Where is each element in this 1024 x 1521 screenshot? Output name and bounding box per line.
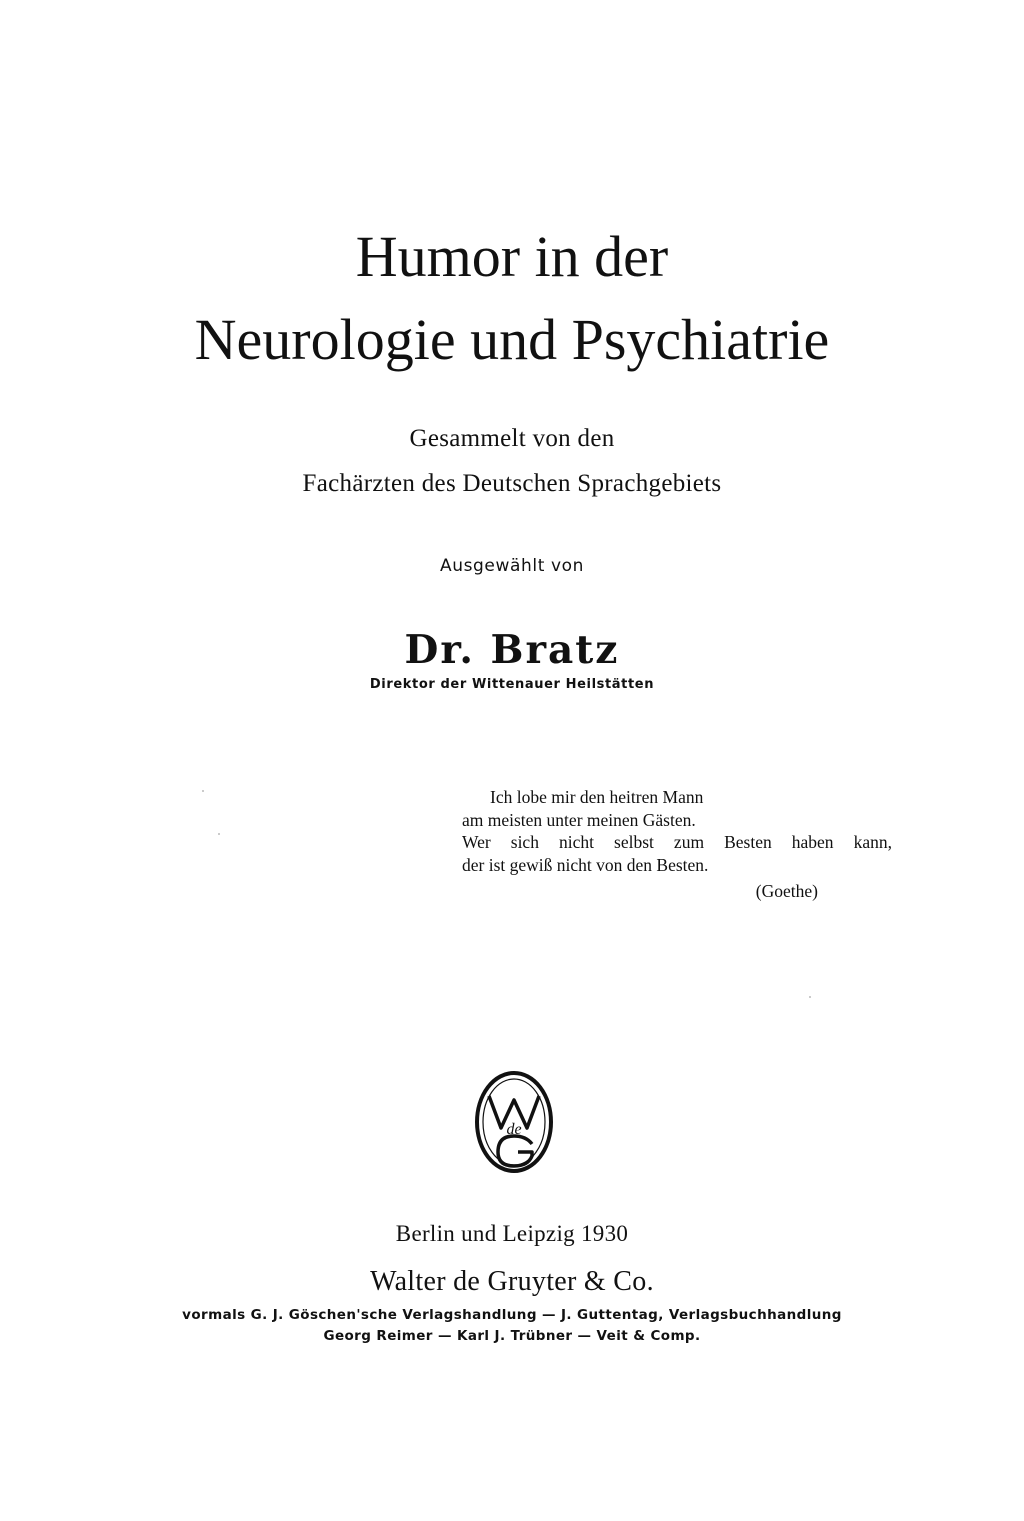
paper-speck <box>809 996 811 998</box>
publisher-name: Walter de Gruyter & Co. <box>370 1266 654 1297</box>
epigraph-line: Ich lobe mir den heitren Mann <box>490 787 704 807</box>
publisher-history-line-1: vormals G. J. Göschen'sche Verlagshandlung — J. Guttentag, Verlagsbuchhandlung <box>182 1307 842 1323</box>
selected-by-label: Ausgewählt von <box>439 556 585 576</box>
paper-speck <box>202 790 204 792</box>
paper-speck <box>218 833 220 835</box>
epigraph-line: der ist gewiß nicht von den Besten. <box>462 854 709 875</box>
author-name: Dr. Bratz <box>404 627 620 673</box>
publisher-history-line-2: Georg Reimer — Karl J. Trübner — Veit & Comp. <box>323 1328 701 1344</box>
place-and-year: Berlin und Leipzig 1930 <box>395 1221 629 1246</box>
publisher-monogram-icon <box>474 1070 554 1174</box>
book-title-line-1: Humor in der <box>355 224 669 289</box>
epigraph-line: Wer sich nicht selbst zum Besten haben kann, <box>462 832 892 852</box>
author-role: Direktor der Wittenauer Heilstätten <box>369 677 655 692</box>
epigraph-line: am meisten unter meinen Gästen. <box>462 809 696 830</box>
subtitle-line-2: Fachärzten des Deutschen Sprachgebiets <box>302 470 722 497</box>
epigraph <box>462 786 892 903</box>
epigraph-source: (Goethe) <box>755 881 818 901</box>
book-title-line-2: Neurologie und Psychiatrie <box>194 307 830 372</box>
svg-text:de: de <box>506 1121 522 1138</box>
subtitle-line-1: Gesammelt von den <box>409 425 615 452</box>
